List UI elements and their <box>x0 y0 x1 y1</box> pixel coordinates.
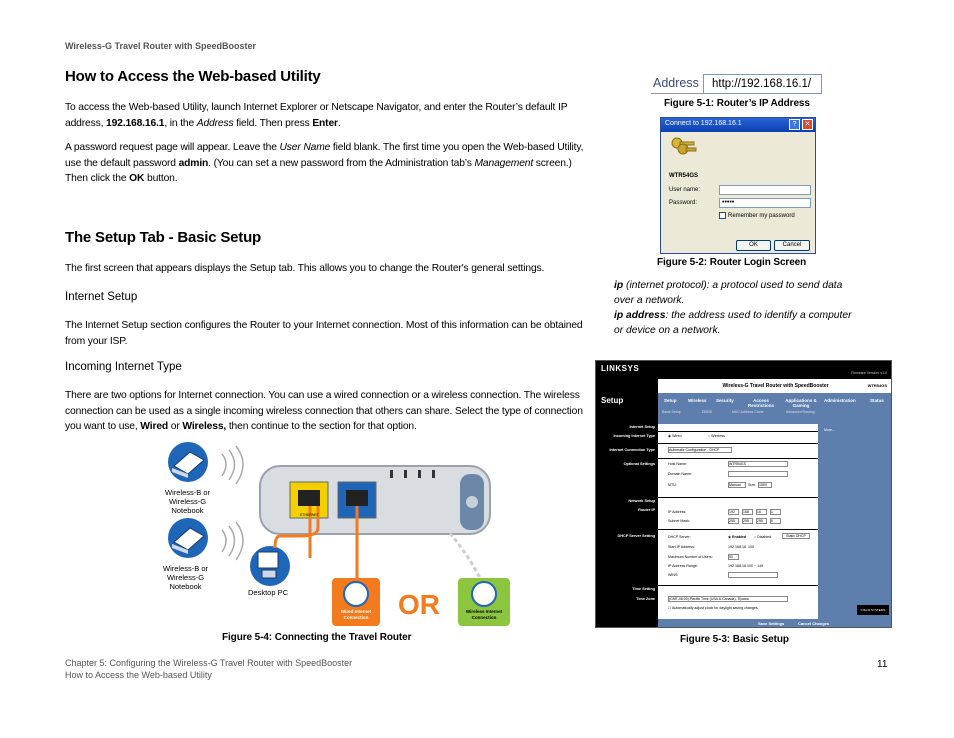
mask-label: Subnet Mask: <box>668 519 690 523</box>
tab-applications[interactable]: Applications & Gaming <box>785 398 817 408</box>
setup-help-panel <box>818 424 892 628</box>
password-field[interactable]: ••••• <box>719 198 811 208</box>
figure-5-4-caption: Figure 5-4: Connecting the Travel Router <box>222 632 412 643</box>
wired-connection-label: Wired Internet Connection <box>340 609 372 620</box>
section-title: Setup <box>601 396 624 405</box>
notebook-label-1: Wireless-B or Wireless-G Notebook <box>164 488 210 515</box>
firmware-version: Firmware Version: v1.0 <box>851 371 887 375</box>
host-name-label: Host Name: <box>668 462 687 466</box>
footer-line-2: How to Access the Web-based Utility <box>65 670 212 680</box>
ip-label: IP Address: <box>668 510 687 514</box>
mask-octet-2[interactable]: 255 <box>742 518 753 524</box>
password-label: Password: <box>669 200 698 206</box>
notebook-icon-2 <box>168 518 208 558</box>
glossary-ip-address: ip address: the address used to identify a computer or device on a network. <box>614 310 852 336</box>
wins-label: WINS: <box>668 573 679 577</box>
section-heading-access: How to Access the Web-based Utility <box>65 68 321 85</box>
running-title: Wireless-G Travel Router with SpeedBooster <box>65 41 256 51</box>
figure-5-2-caption: Figure 5-2: Router Login Screen <box>657 257 807 268</box>
mask-octet-1[interactable]: 255 <box>728 518 739 524</box>
left-internet-setup: Internet Setup <box>629 425 655 429</box>
product-name: Wireless-G Travel Router with SpeedBooster <box>658 379 892 393</box>
left-router-ip: Router IP <box>638 508 655 512</box>
linksys-logo: LINKSYS <box>601 364 640 373</box>
subheading-incoming-type: Incoming Internet Type <box>65 361 182 373</box>
setup-header <box>596 361 892 379</box>
wireless-link <box>450 533 480 578</box>
paragraph-internet-setup: The Internet Setup section configures the Router to your Internet connection. Most of this information can be obtained from your ISP. <box>65 320 583 347</box>
start-ip-label: Start IP Address: <box>668 545 695 549</box>
desktop-label: Desktop PC <box>248 588 289 597</box>
range-value: 192.168.16.100 ~ 149 <box>728 564 764 568</box>
left-incoming-type: Incoming Internet Type <box>613 434 655 438</box>
tab-status[interactable]: Status <box>870 398 884 403</box>
subtab-ddns[interactable]: DDNS <box>702 410 712 414</box>
radio-disabled[interactable]: ○ Disabled <box>754 535 772 539</box>
address-url: http://192.168.16.1/ <box>703 74 822 94</box>
paragraph-password: A password request page will appear. Leave the User Name field blank. The first time you open the Web-based Utility, use the default password admin. (You can set a new password from the Administration tab’s Management screen.) Then click the OK button. <box>65 142 584 184</box>
mtu-size-field[interactable]: 1500 <box>758 482 772 488</box>
glossary-ip: ip (internet protocol): a protocol used to send data over a network. <box>614 280 843 306</box>
domain-field[interactable] <box>728 471 788 477</box>
static-dhcp-button[interactable]: Static DHCP <box>782 533 810 539</box>
wireless-waves-2 <box>222 522 243 560</box>
left-time-setting: Time Setting <box>632 587 655 591</box>
login-title: Connect to 192.168.16.1 <box>665 120 742 127</box>
left-network-setup: Network Setup <box>628 499 655 503</box>
paragraph-setup-intro: The first screen that appears displays the Setup tab. This allows you to change the Router's general settings. <box>65 263 545 274</box>
mask-octet-3[interactable]: 255 <box>756 518 767 524</box>
left-connection-type: Internet Connection Type <box>609 448 655 452</box>
wireless-connection-label: Wireless Internet Connection <box>465 609 503 620</box>
ip-octet-2[interactable]: 168 <box>742 509 753 515</box>
dst-checkbox[interactable]: ☐ Automatically adjust clock for daylight saving changes <box>668 606 758 610</box>
cisco-logo: CISCO SYSTEMS <box>857 605 889 615</box>
host-name-field[interactable]: WTR54GS <box>728 461 788 467</box>
left-optional: Optional Settings <box>623 462 655 466</box>
radio-enabled[interactable]: ◉ Enabled <box>728 535 747 539</box>
dhcp-label: DHCP Server: <box>668 535 691 539</box>
save-settings-button[interactable]: Save Settings <box>758 621 785 626</box>
ip-octet-1[interactable]: 192 <box>728 509 739 515</box>
mtu-select[interactable]: Manual <box>728 482 746 488</box>
notebook-icon-1 <box>168 442 208 482</box>
tab-setup[interactable]: Setup <box>664 398 677 403</box>
port-label: ETHERNET <box>300 513 319 517</box>
left-time-zone: Time Zone <box>636 597 655 601</box>
basic-setup-screen-figure <box>595 360 892 628</box>
figure-5-3-caption: Figure 5-3: Basic Setup <box>680 634 789 645</box>
section-heading-setup: The Setup Tab - Basic Setup <box>65 229 262 246</box>
left-dhcp: DHCP Server Setting <box>617 534 655 538</box>
figure-5-1-caption: Figure 5-1: Router’s IP Address <box>664 98 810 109</box>
paragraph-incoming-type: There are two options for Internet connection. You can use a wired connection or a wireless connection. The wireless connection can be used as a single incoming wireless connection that others can share. Select the type of connection you want to use, Wired or Wireless, then continue to the section for that option. <box>65 390 583 432</box>
wins-field[interactable] <box>728 572 778 578</box>
max-users-field[interactable]: 50 <box>728 554 739 560</box>
help-icon: ? <box>789 119 800 130</box>
address-bar-figure <box>651 74 822 94</box>
subtab-routing[interactable]: Advanced Routing <box>786 410 815 414</box>
keys-icon <box>669 136 699 158</box>
help-more-link[interactable]: More... <box>824 428 835 432</box>
connection-type-select[interactable]: Automatic Configuration - DHCP <box>668 447 732 453</box>
or-label: OR <box>398 589 440 620</box>
user-name-label: User name: <box>669 187 701 193</box>
connection-diagram-svg <box>150 438 520 628</box>
address-label: Address <box>653 76 699 90</box>
ip-octet-4[interactable]: 1 <box>770 509 781 515</box>
user-name-field[interactable] <box>719 185 811 195</box>
subtab-mac[interactable]: MAC Address Clone <box>732 410 764 414</box>
tab-security[interactable]: Security <box>716 398 734 403</box>
ip-octet-3[interactable]: 16 <box>756 509 767 515</box>
time-zone-select[interactable]: (GMT-08:00) Pacific Time (USA & Canada), Tijuana <box>668 596 788 602</box>
subtab-basic[interactable]: Basic Setup <box>662 410 681 414</box>
close-icon: ✕ <box>802 119 813 130</box>
model-badge: WTR54GS <box>867 383 887 388</box>
mtu-label: MTU: <box>668 483 677 487</box>
login-model: WTR54GS <box>669 173 699 179</box>
remember-label: Remember my password <box>728 213 795 219</box>
tab-access[interactable]: Access Restrictions <box>747 398 774 408</box>
ok-button[interactable]: OK <box>736 240 771 251</box>
paragraph-access: To access the Web-based Utility, launch Internet Explorer or Netscape Navigator, and enter the Router’s default IP address, 192.168.16.1, in the Address field. Then press Enter. <box>65 102 568 129</box>
start-ip-value: 192.168.16. 100 <box>728 545 754 549</box>
desktop-pc-icon <box>250 546 290 586</box>
footer-chapter <box>65 657 352 681</box>
mask-octet-4[interactable]: 0 <box>770 518 781 524</box>
range-label: IP Address Range: <box>668 564 698 568</box>
cancel-button[interactable]: Cancel <box>774 240 810 251</box>
connection-diagram-figure <box>150 438 520 628</box>
wireless-waves-1 <box>222 446 243 484</box>
setup-bottom-bar <box>658 619 892 628</box>
login-dialog-figure <box>660 117 816 254</box>
router-icon <box>260 466 490 534</box>
radio-wireless[interactable]: ○ Wireless <box>708 434 725 438</box>
remember-checkbox[interactable] <box>719 212 726 219</box>
radio-wired[interactable]: ◉ Wired <box>668 434 682 438</box>
size-label: Size: <box>748 483 756 487</box>
subheading-internet-setup: Internet Setup <box>65 291 138 303</box>
footer-line-1: Chapter 5: Configuring the Wireless-G Travel Router with SpeedBooster <box>65 658 353 668</box>
page-number: 11 <box>877 659 888 670</box>
notebook-label-2: Wireless-B or Wireless-G Notebook <box>162 564 208 591</box>
tab-wireless[interactable]: Wireless <box>688 398 707 403</box>
domain-label: Domain Name: <box>668 472 692 476</box>
login-titlebar <box>661 118 815 132</box>
max-users-label: Maximum Number of Users: <box>668 555 713 559</box>
sub-tabs <box>658 410 892 418</box>
main-tabs <box>658 394 892 410</box>
tab-administration[interactable]: Administration <box>824 398 856 403</box>
cancel-changes-button[interactable]: Cancel Changes <box>798 621 830 626</box>
